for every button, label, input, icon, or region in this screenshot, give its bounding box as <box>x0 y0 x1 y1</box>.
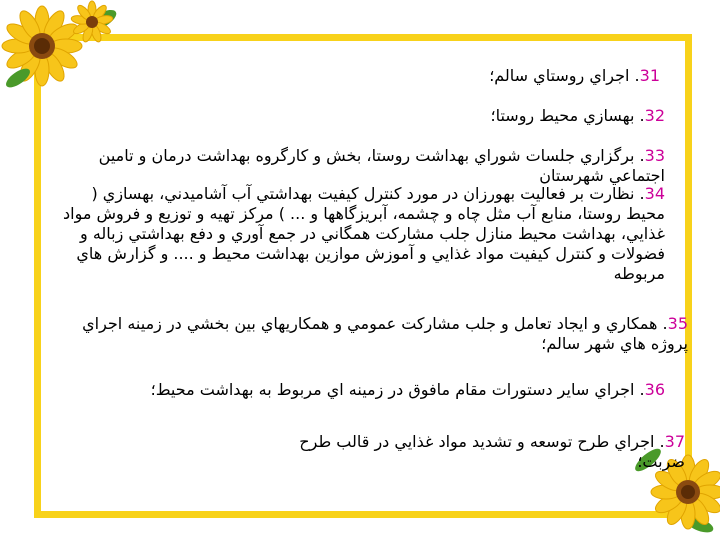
item-text: . برگزاري جلسات شوراي بهداشت روستا، بخش و كارگروه بهداشت درمان و تامين اجتماعي شهرستان <box>98 146 665 185</box>
list-item-31 <box>380 66 660 86</box>
item-number: 37 <box>664 432 685 451</box>
item-number: 32 <box>644 106 665 125</box>
list-item-33 <box>70 146 665 186</box>
list-item-35 <box>70 314 688 354</box>
sunflower-icon <box>0 0 130 95</box>
item-number: 33 <box>644 146 665 165</box>
item-number: 35 <box>667 314 688 333</box>
item-number: 36 <box>644 380 665 399</box>
list-item-36 <box>150 380 665 400</box>
item-text: . بهسازي محيط روستا؛ <box>490 106 645 125</box>
list-item-32 <box>380 106 665 126</box>
list-item-37 <box>270 432 685 472</box>
item-text: . نظارت بر فعاليت بهورزان در مورد كنترل كيفيت بهداشتي آب آشاميدني، بهسازي ( محيط روستا، منابع آب مثل چاه و چشمه، آبريزگاهها و ... ) مركز تهيه و توزيع و فروش مواد غذايي، بهداشت محيط منازل جلب مشاركت همگاني در جمع آوري و دفع بهداشتي زباله و فضولات و كنترل كيفيت مواد غذايي و آموزش موازين بهداشت محيط و .... و گزارش هاي مربوطه <box>63 184 665 283</box>
item-number: 34 <box>644 184 665 203</box>
item-number: 31 <box>639 66 660 85</box>
list-item-34 <box>60 184 665 284</box>
item-text: . اجراي ساير دستورات مقام مافوق در زمينه اي مربوط به بهداشت محيط؛ <box>150 380 645 399</box>
item-text: . همكاري و ايجاد تعامل و جلب مشاركت عمومي و همكاريهاي بين بخشي در زمينه اجراي پروژه هاي شهر سالم؛ <box>82 314 688 353</box>
item-text: . اجراي روستاي سالم؛ <box>489 66 640 85</box>
item-text: . اجراي طرح توسعه و تشديد مواد غذايي در قالب طرح ضربت؛ <box>299 432 685 471</box>
